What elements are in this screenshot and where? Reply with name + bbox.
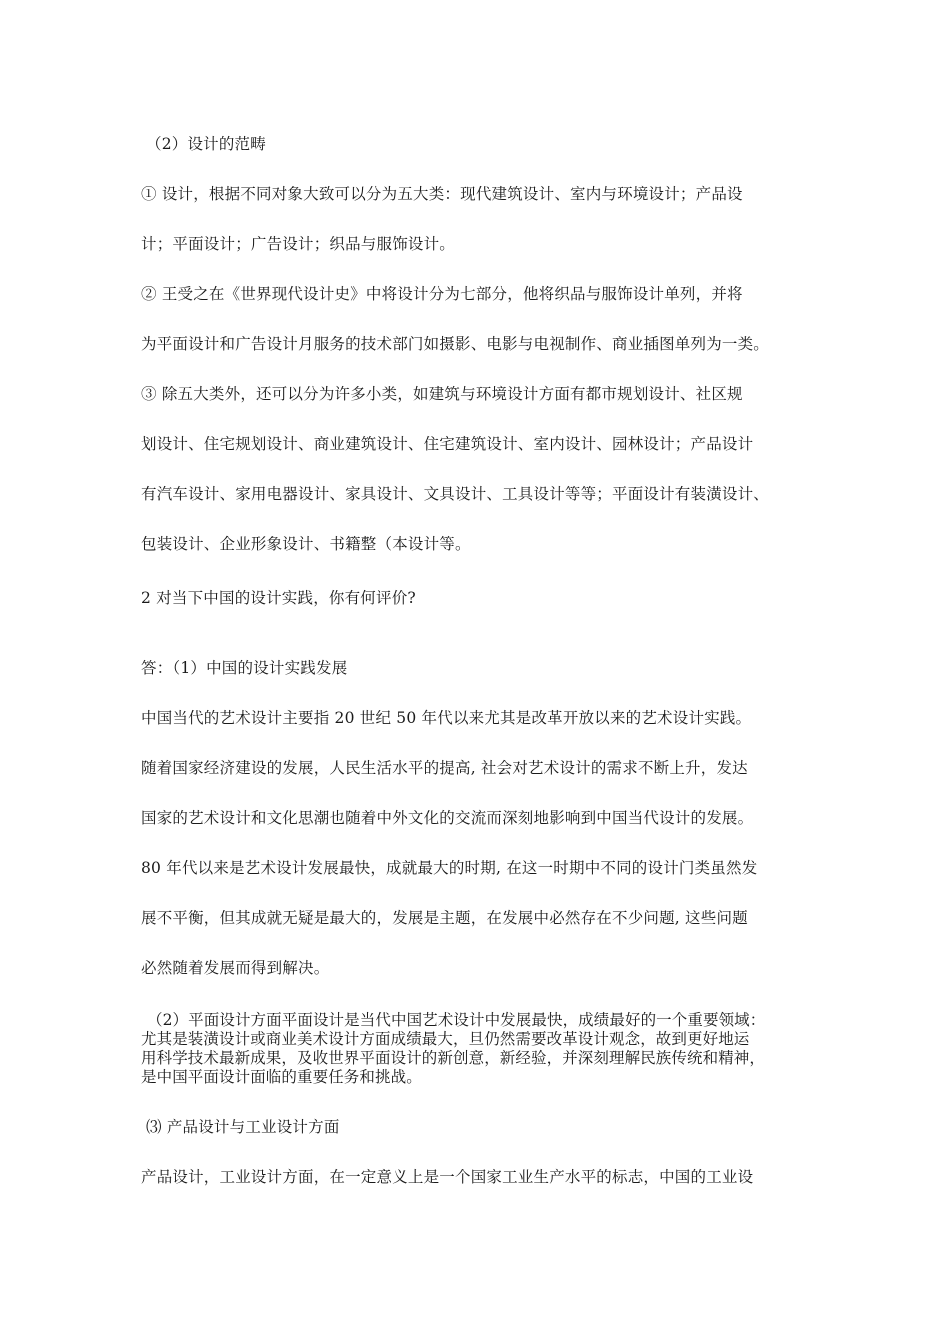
text-line: 产品设计，工业设计方面，在一定意义上是一个国家工业生产水平的标志，中国的工业设 bbox=[141, 1168, 754, 1186]
text-line: ③ 除五大类外，还可以分为许多小类，如建筑与环境设计方面有都市规划设计、社区规 bbox=[141, 385, 743, 403]
text-line: 随着国家经济建设的发展，人民生活水平的提高, 社会对艺术设计的需求不断上升，发达 bbox=[141, 759, 748, 777]
text-line: 80 年代以来是艺术设计发展最快，成就最大的时期, 在这一时期中不同的设计门类虽然发 bbox=[141, 859, 758, 877]
text-line: 必然随着发展而得到解决。 bbox=[141, 959, 330, 977]
text-line: 中国当代的艺术设计主要指 20 世纪 50 年代以来尤其是改革开放以来的艺术设计实践。 bbox=[141, 709, 752, 727]
text-line: 有汽车设计、家用电器设计、家具设计、文具设计、工具设计等等；平面设计有装潢设计、 bbox=[141, 485, 770, 503]
text-line: 包装设计、企业形象设计、书籍整（本设计等。 bbox=[141, 535, 471, 553]
question-heading: 2 对当下中国的设计实践，你有何评价? bbox=[141, 589, 416, 607]
text-line: ① 设计，根据不同对象大致可以分为五大类：现代建筑设计、室内与环境设计；产品设 bbox=[141, 185, 743, 203]
answer-heading: 答：（1）中国的设计实践发展 bbox=[141, 659, 348, 677]
section-heading: ⑶ 产品设计与工业设计方面 bbox=[146, 1118, 340, 1136]
text-line: 划设计、住宅规划设计、商业建筑设计、住宅建筑设计、室内设计、园林设计；产品设计 bbox=[141, 435, 754, 453]
section-heading: （2）设计的范畴 bbox=[146, 135, 266, 153]
text-line: 国家的艺术设计和文化思潮也随着中外文化的交流而深刻地影响到中国当代设计的发展。 bbox=[141, 809, 754, 827]
text-line: 尤其是装潢设计或商业美术设计方面成绩最大，旦仍然需要改革设计观念，故到更好地运 bbox=[141, 1030, 750, 1048]
text-line: 展不平衡，但其成就无疑是最大的，发展是主题，在发展中必然存在不少问题, 这些问题 bbox=[141, 909, 748, 927]
text-line: 是中国平面设计面临的重要任务和挑战。 bbox=[141, 1068, 422, 1086]
text-line: 为平面设计和广告设计月服务的技术部门如摄影、电影与电视制作、商业插图单列为一类。 bbox=[141, 335, 770, 353]
text-line: 计；平面设计；广告设计；织品与服饰设计。 bbox=[141, 235, 456, 253]
text-line: （2）平面设计方面平面设计是当代中国艺术设计中发展最快，成绩最好的一个重要领域： bbox=[147, 1011, 766, 1029]
text-line: 用科学技术最新成果，及收世界平面设计的新创意，新经验，并深刻理解民族传统和精神， bbox=[141, 1049, 766, 1067]
text-line: ② 王受之在《世界现代设计史》中将设计分为七部分，他将织品与服饰设计单列，并将 bbox=[141, 285, 743, 303]
paragraph-graphic-design bbox=[141, 1011, 821, 1087]
